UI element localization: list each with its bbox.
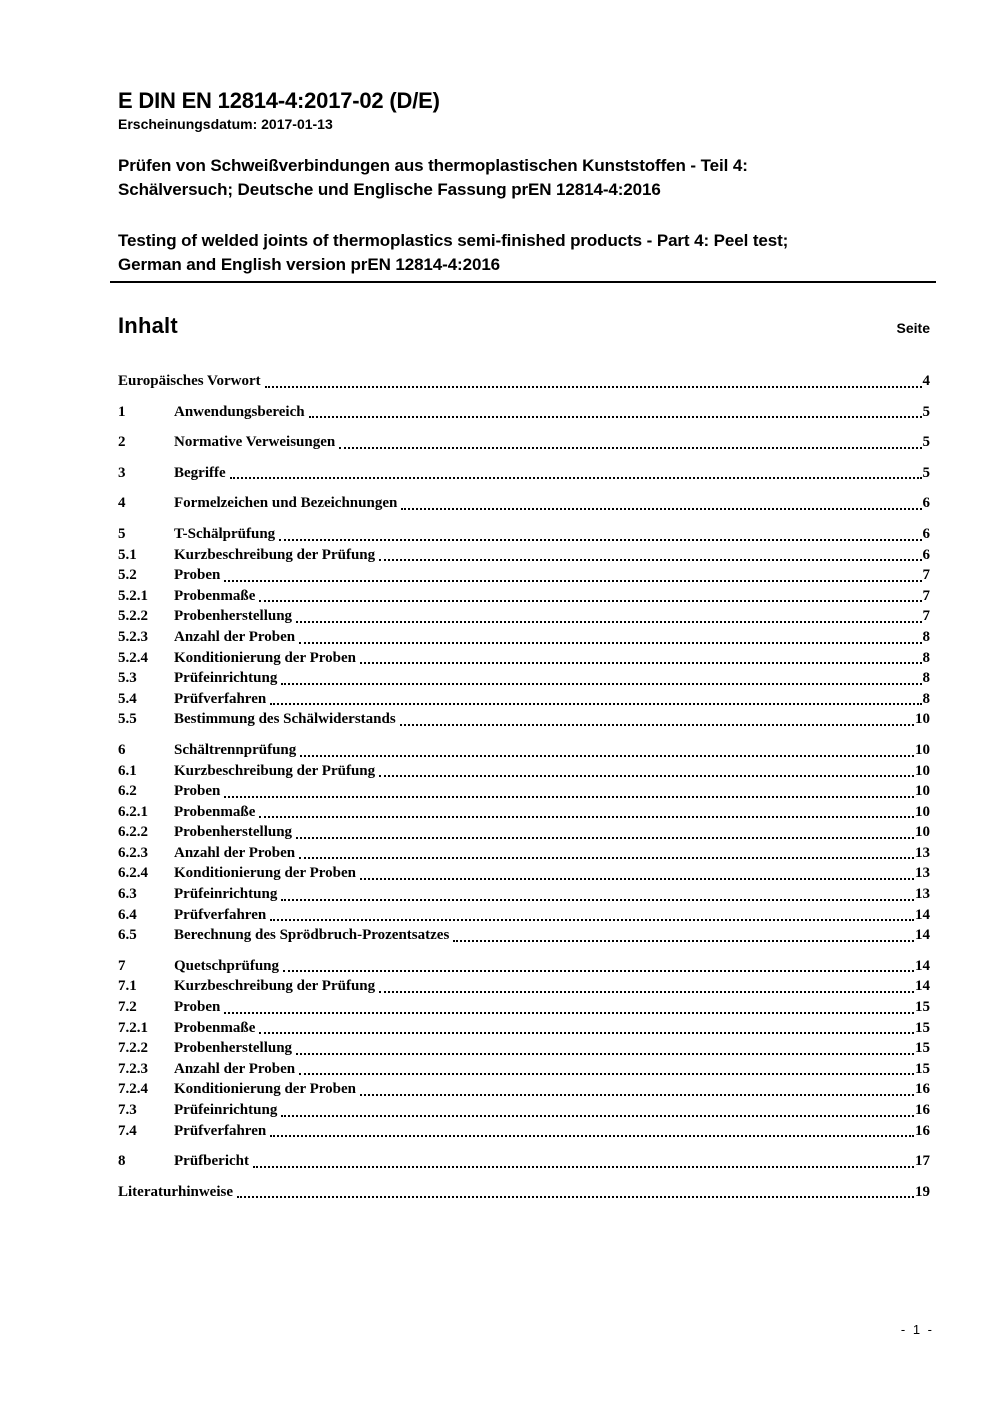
- toc-entry-row: [118, 1100, 930, 1121]
- toc-entry-number: 5.2: [118, 567, 137, 584]
- toc-entry-row: [118, 1151, 930, 1172]
- toc-entry-label: Anzahl der Proben: [174, 1060, 296, 1077]
- toc-leader-dots: [259, 802, 914, 819]
- toc-leader-dots: [401, 493, 921, 510]
- toc-entry-row: [118, 905, 930, 926]
- toc-leader-dots: [279, 524, 921, 541]
- toc-entry-page: 10: [915, 824, 930, 841]
- toc-entry-row: [118, 925, 930, 946]
- toc-entry-page: 7: [922, 587, 930, 604]
- toc-entry-label: Proben: [174, 783, 221, 800]
- toc-entry-page: 19: [915, 1183, 930, 1200]
- toc-leader-dots: [224, 781, 914, 798]
- toc-entry-row: [118, 843, 930, 864]
- toc-entry-row: [118, 1182, 930, 1203]
- toc-entry-row: [118, 606, 930, 627]
- toc-leader-dots: [453, 925, 914, 942]
- toc-entry-row: [118, 432, 930, 453]
- toc-entry-page: 13: [915, 886, 930, 903]
- toc-entry-row: [118, 668, 930, 689]
- toc-leader-dots: [360, 648, 922, 665]
- toc-leader-dots: [379, 976, 914, 993]
- toc-entry-number: 8: [118, 1153, 126, 1170]
- toc-entry-row: [118, 689, 930, 710]
- toc-leader-dots: [237, 1182, 914, 1199]
- toc-leader-dots: [339, 432, 921, 449]
- toc-entry-label: Anzahl der Proben: [174, 628, 296, 645]
- toc-entry-number: 5.2.3: [118, 628, 148, 645]
- toc-entry-number: 5.5: [118, 711, 137, 728]
- toc-entry-page: 8: [922, 649, 930, 666]
- toc-entry-number: 7.2: [118, 999, 137, 1016]
- toc-leader-dots: [400, 709, 914, 726]
- toc-entry-label: Anwendungsbereich: [174, 403, 305, 420]
- title-german: [118, 154, 930, 202]
- toc-entry-label: Kurzbeschreibung der Prüfung: [174, 978, 376, 995]
- toc-entry-row: [118, 956, 930, 977]
- toc-entry-number: 6.4: [118, 906, 137, 923]
- toc-entry-number: 6.2.4: [118, 865, 148, 882]
- toc-leader-dots: [360, 863, 914, 880]
- toc-entry-page: 5: [922, 464, 930, 481]
- toc-entry-number: 5.2.4: [118, 649, 148, 666]
- toc-entry-label: Begriffe: [174, 464, 226, 481]
- title-english: [118, 229, 930, 277]
- header-divider-rule: [110, 281, 936, 283]
- toc-page-column-label: Seite: [896, 320, 930, 336]
- toc-leader-dots: [281, 1100, 914, 1117]
- document-content: [118, 0, 930, 1202]
- toc-entry-row: [118, 761, 930, 782]
- toc-entry-label: Literaturhinweise: [118, 1183, 233, 1200]
- toc-entry-label: Bestimmung des Schälwiderstands: [174, 711, 396, 728]
- toc-entry-number: 7.2.1: [118, 1019, 148, 1036]
- toc-entry-page: 17: [915, 1153, 930, 1170]
- toc-entry-number: 5.1: [118, 546, 137, 563]
- toc-entry-label: Quetschprüfung: [174, 957, 280, 974]
- toc-entry-page: 6: [922, 546, 930, 563]
- toc-entry-number: 5.2.2: [118, 608, 148, 625]
- toc-entry-number: 6.2: [118, 783, 137, 800]
- toc-leader-dots: [253, 1151, 914, 1168]
- toc-entry-label: Europäisches Vorwort: [118, 373, 261, 389]
- toc-entry-label: T-Schälprüfung: [174, 525, 276, 542]
- toc-entry-page: 16: [915, 1081, 930, 1098]
- toc-entry-row: [118, 371, 930, 392]
- toc-entry-label: Proben: [174, 999, 221, 1016]
- toc-entry-label: Prüfeinrichtung: [174, 886, 278, 903]
- toc-entry-label: Prüfverfahren: [174, 906, 267, 923]
- toc-entry-page: 14: [915, 906, 930, 923]
- toc-leader-dots: [299, 627, 921, 644]
- toc-entry-page: 8: [922, 628, 930, 645]
- toc-entry-number: 7.3: [118, 1102, 137, 1118]
- toc-entry-number: 6.1: [118, 762, 137, 779]
- toc-entry-label: Konditionierung der Proben: [174, 865, 356, 882]
- toc-entry-label: Prüfverfahren: [174, 1122, 267, 1139]
- toc-entry-label: Konditionierung der Proben: [174, 649, 356, 666]
- toc-leader-dots: [283, 956, 914, 973]
- toc-leader-dots: [281, 884, 914, 901]
- toc-entry-number: 7.4: [118, 1122, 137, 1139]
- toc-entry-page: 10: [915, 741, 930, 758]
- toc-entry-page: 6: [922, 525, 930, 542]
- toc-entry-label: Formelzeichen und Bezeichnungen: [174, 495, 398, 512]
- toc-entry-row: [118, 1059, 930, 1080]
- toc-leader-dots: [379, 761, 914, 778]
- toc-entry-page: 13: [915, 844, 930, 861]
- page-number-footer: - 1 -: [900, 1322, 934, 1337]
- toc-leader-dots: [360, 1079, 914, 1096]
- toc-entry-number: 6.5: [118, 927, 137, 944]
- toc-entry-page: 8: [922, 690, 930, 707]
- toc-entry-number: 6.2.3: [118, 844, 148, 861]
- toc-leader-dots: [259, 1018, 914, 1035]
- toc-entry-label: Proben: [174, 567, 221, 584]
- toc-entry-label: Probenmaße: [174, 1019, 256, 1036]
- toc-entry-page: 5: [922, 434, 930, 451]
- toc-header-row: [118, 313, 930, 339]
- toc-entry-label: Konditionierung der Proben: [174, 1081, 356, 1098]
- toc-entry-page: 7: [922, 608, 930, 625]
- toc-entry-row: [118, 1018, 930, 1039]
- toc-entry-row: [118, 802, 930, 823]
- toc-entry-row: [118, 524, 930, 545]
- toc-entry-row: [118, 627, 930, 648]
- toc-entry-page: 14: [915, 957, 930, 974]
- toc-entry-label: Prüfeinrichtung: [174, 670, 278, 687]
- toc-entry-page: 16: [915, 1102, 930, 1118]
- toc-entry-page: 5: [922, 403, 930, 420]
- toc-leader-dots: [224, 997, 914, 1014]
- toc-leader-dots: [281, 668, 921, 685]
- toc-entry-row: [118, 648, 930, 669]
- toc-entry-number: 2: [118, 434, 126, 451]
- toc-entry-label: Normative Verweisungen: [174, 434, 336, 451]
- toc-entry-row: [118, 863, 930, 884]
- toc-entry-row: [118, 402, 930, 423]
- toc-entry-row: [118, 565, 930, 586]
- toc-leader-dots: [296, 606, 921, 623]
- toc-entry-row: [118, 463, 930, 484]
- toc-entry-label: Kurzbeschreibung der Prüfung: [174, 762, 376, 779]
- toc-entry-page: 14: [915, 978, 930, 995]
- toc-heading: Inhalt: [118, 313, 178, 338]
- toc-entry-number: 6.3: [118, 886, 137, 903]
- toc-entry-page: 16: [915, 1122, 930, 1139]
- toc-leader-dots: [270, 1121, 914, 1138]
- toc-leader-dots: [379, 545, 921, 562]
- toc-entry-number: 6: [118, 741, 126, 758]
- toc-entry-page: 13: [915, 865, 930, 882]
- toc-entry-page: 15: [915, 999, 930, 1016]
- toc-entry-page: 4: [922, 373, 930, 389]
- toc-entry-page: 6: [922, 495, 930, 512]
- toc-entry-row: [118, 997, 930, 1018]
- toc-leader-dots: [299, 1059, 914, 1076]
- toc-entry-row: [118, 493, 930, 514]
- toc-entry-number: 7.2.3: [118, 1060, 148, 1077]
- toc-entry-label: Schältrennprüfung: [174, 741, 297, 758]
- toc-entry-label: Kurzbeschreibung der Prüfung: [174, 546, 376, 563]
- document-number-title: E DIN EN 12814-4:2017-02 (D/E): [118, 88, 440, 113]
- toc-entry-number: 3: [118, 464, 126, 481]
- toc-entry-row: [118, 740, 930, 761]
- toc-entry-number: 7.1: [118, 978, 137, 995]
- toc-entry-number: 6.2.2: [118, 824, 148, 841]
- toc-entry-label: Anzahl der Proben: [174, 844, 296, 861]
- toc-leader-dots: [259, 586, 921, 603]
- toc-entry-row: [118, 586, 930, 607]
- toc-leader-dots: [270, 689, 921, 706]
- toc-entry-label: Prüfbericht: [174, 1153, 249, 1170]
- toc-leader-dots: [230, 463, 922, 480]
- toc-entry-row: [118, 545, 930, 566]
- publication-date: Erscheinungsdatum: 2017-01-13: [118, 116, 333, 132]
- toc-leader-dots: [296, 822, 914, 839]
- toc-entry-label: Probenmaße: [174, 803, 256, 820]
- toc-entry-row: [118, 709, 930, 730]
- toc-entry-label: Probenherstellung: [174, 824, 293, 841]
- toc-entry-label: Prüfeinrichtung: [174, 1102, 278, 1118]
- toc-entry-number: 7: [118, 957, 126, 974]
- toc-leader-dots: [300, 740, 914, 757]
- toc-entry-row: [118, 1121, 930, 1142]
- toc-entry-number: 5.2.1: [118, 587, 148, 604]
- toc-entry-number: 7.2.4: [118, 1081, 148, 1098]
- toc-entry-label: Probenherstellung: [174, 1040, 293, 1057]
- table-of-contents: [118, 371, 930, 1202]
- toc-leader-dots: [224, 565, 921, 582]
- toc-entry-page: 15: [915, 1060, 930, 1077]
- title-english-line-1: Testing of welded joints of thermoplastics semi-finished products - Part 4: Peel test;: [118, 231, 789, 250]
- toc-entry-row: [118, 822, 930, 843]
- toc-leader-dots: [299, 843, 914, 860]
- toc-entry-row: [118, 976, 930, 997]
- toc-entry-row: [118, 1038, 930, 1059]
- toc-entry-page: 7: [922, 567, 930, 584]
- toc-entry-number: 7.2.2: [118, 1040, 148, 1057]
- toc-entry-page: 15: [915, 1019, 930, 1036]
- toc-entry-page: 15: [915, 1040, 930, 1057]
- toc-entry-number: 5: [118, 525, 126, 542]
- toc-entry-page: 10: [915, 783, 930, 800]
- toc-entry-number: 5.3: [118, 670, 137, 687]
- toc-entry-label: Berechnung des Sprödbruch-Prozentsatzes: [174, 927, 450, 944]
- toc-entry-row: [118, 1079, 930, 1100]
- toc-entry-number: 5.4: [118, 690, 137, 707]
- toc-entry-page: 8: [922, 670, 930, 687]
- title-german-line-2: Schälversuch; Deutsche und Englische Fassung prEN 12814-4:2016: [118, 180, 661, 199]
- toc-entry-number: 1: [118, 403, 126, 420]
- toc-leader-dots: [309, 402, 922, 419]
- title-english-line-2: German and English version prEN 12814-4:2016: [118, 255, 501, 274]
- toc-entry-label: Probenmaße: [174, 587, 256, 604]
- toc-entry-row: [118, 884, 930, 905]
- toc-entry-label: Prüfverfahren: [174, 690, 267, 707]
- toc-entry-page: 10: [915, 803, 930, 820]
- title-german-line-1: Prüfen von Schweißverbindungen aus thermoplastischen Kunststoffen - Teil 4:: [118, 156, 748, 175]
- toc-entry-page: 10: [915, 711, 930, 728]
- toc-leader-dots: [296, 1038, 914, 1055]
- toc-entry-row: [118, 781, 930, 802]
- toc-entry-label: Probenherstellung: [174, 608, 293, 625]
- toc-entry-number: 6.2.1: [118, 803, 148, 820]
- toc-leader-dots: [265, 371, 922, 388]
- toc-leader-dots: [270, 905, 914, 922]
- toc-entry-number: 4: [118, 495, 126, 512]
- toc-entry-page: 14: [915, 927, 930, 944]
- toc-entry-page: 10: [915, 762, 930, 779]
